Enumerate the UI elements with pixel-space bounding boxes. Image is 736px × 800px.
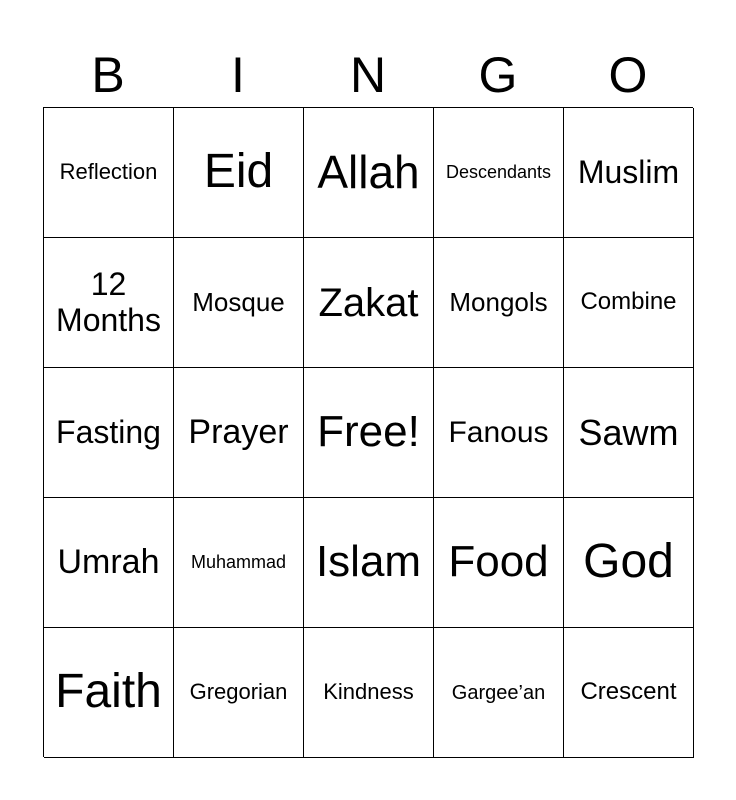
bingo-cell[interactable] [434, 368, 564, 498]
cell-label: Gargee’an [451, 681, 546, 704]
bingo-cell[interactable] [44, 368, 174, 498]
bingo-cell[interactable] [174, 108, 304, 238]
bingo-cell[interactable] [564, 108, 694, 238]
header-letter-o: O [608, 47, 648, 103]
cell-label: God [583, 535, 674, 589]
bingo-cell[interactable] [434, 628, 564, 758]
bingo-cell[interactable] [44, 108, 174, 238]
cell-label: Sawm [578, 411, 679, 453]
bingo-board [43, 107, 693, 757]
cell-label: Mosque [192, 287, 285, 318]
cell-label: Combine [580, 288, 677, 316]
cell-label: Umrah [57, 542, 160, 581]
cell-label: Muhammad [190, 551, 287, 572]
bingo-cell[interactable] [304, 238, 434, 368]
header-letter-g: G [478, 47, 518, 103]
bingo-cell[interactable] [564, 368, 694, 498]
cell-label: Food [448, 537, 549, 587]
header-letter-i: I [231, 47, 245, 103]
bingo-cell[interactable] [564, 498, 694, 628]
bingo-cell[interactable] [44, 628, 174, 758]
cell-label: Islam [315, 537, 422, 587]
bingo-cell[interactable] [304, 498, 434, 628]
cell-label: 12 Months [56, 266, 161, 338]
bingo-header [43, 44, 693, 106]
bingo-cell[interactable] [304, 628, 434, 758]
cell-label: Muslim [577, 153, 680, 190]
bingo-cell[interactable] [304, 108, 434, 238]
cell-label: Fanous [448, 416, 549, 449]
cell-label: Mongols [449, 287, 548, 318]
cell-label: Reflection [59, 159, 158, 185]
bingo-cell[interactable] [174, 368, 304, 498]
cell-label: Allah [317, 146, 420, 199]
cell-label: Free! [317, 407, 420, 457]
bingo-cell[interactable] [44, 498, 174, 628]
bingo-cell[interactable] [434, 238, 564, 368]
header-letter-b: B [91, 47, 125, 103]
bingo-cell free-space[interactable] [304, 368, 434, 498]
bingo-cell[interactable] [174, 628, 304, 758]
bingo-cell[interactable] [564, 238, 694, 368]
cell-label: Prayer [188, 412, 289, 451]
bingo-cell[interactable] [44, 238, 174, 368]
bingo-cell[interactable] [174, 238, 304, 368]
bingo-cell[interactable] [174, 498, 304, 628]
cell-label: Kindness [323, 679, 414, 705]
bingo-cell[interactable] [434, 498, 564, 628]
header-letter-n: N [349, 47, 387, 103]
cell-label: Eid [203, 145, 274, 199]
cell-label: Zakat [318, 280, 419, 325]
bingo-cell[interactable] [564, 628, 694, 758]
cell-label: Crescent [580, 678, 677, 706]
cell-label: Descendants [445, 161, 552, 182]
cell-label: Fasting [56, 413, 161, 450]
cell-label: Gregorian [189, 679, 288, 705]
cell-label: Faith [55, 665, 162, 719]
bingo-cell[interactable] [434, 108, 564, 238]
